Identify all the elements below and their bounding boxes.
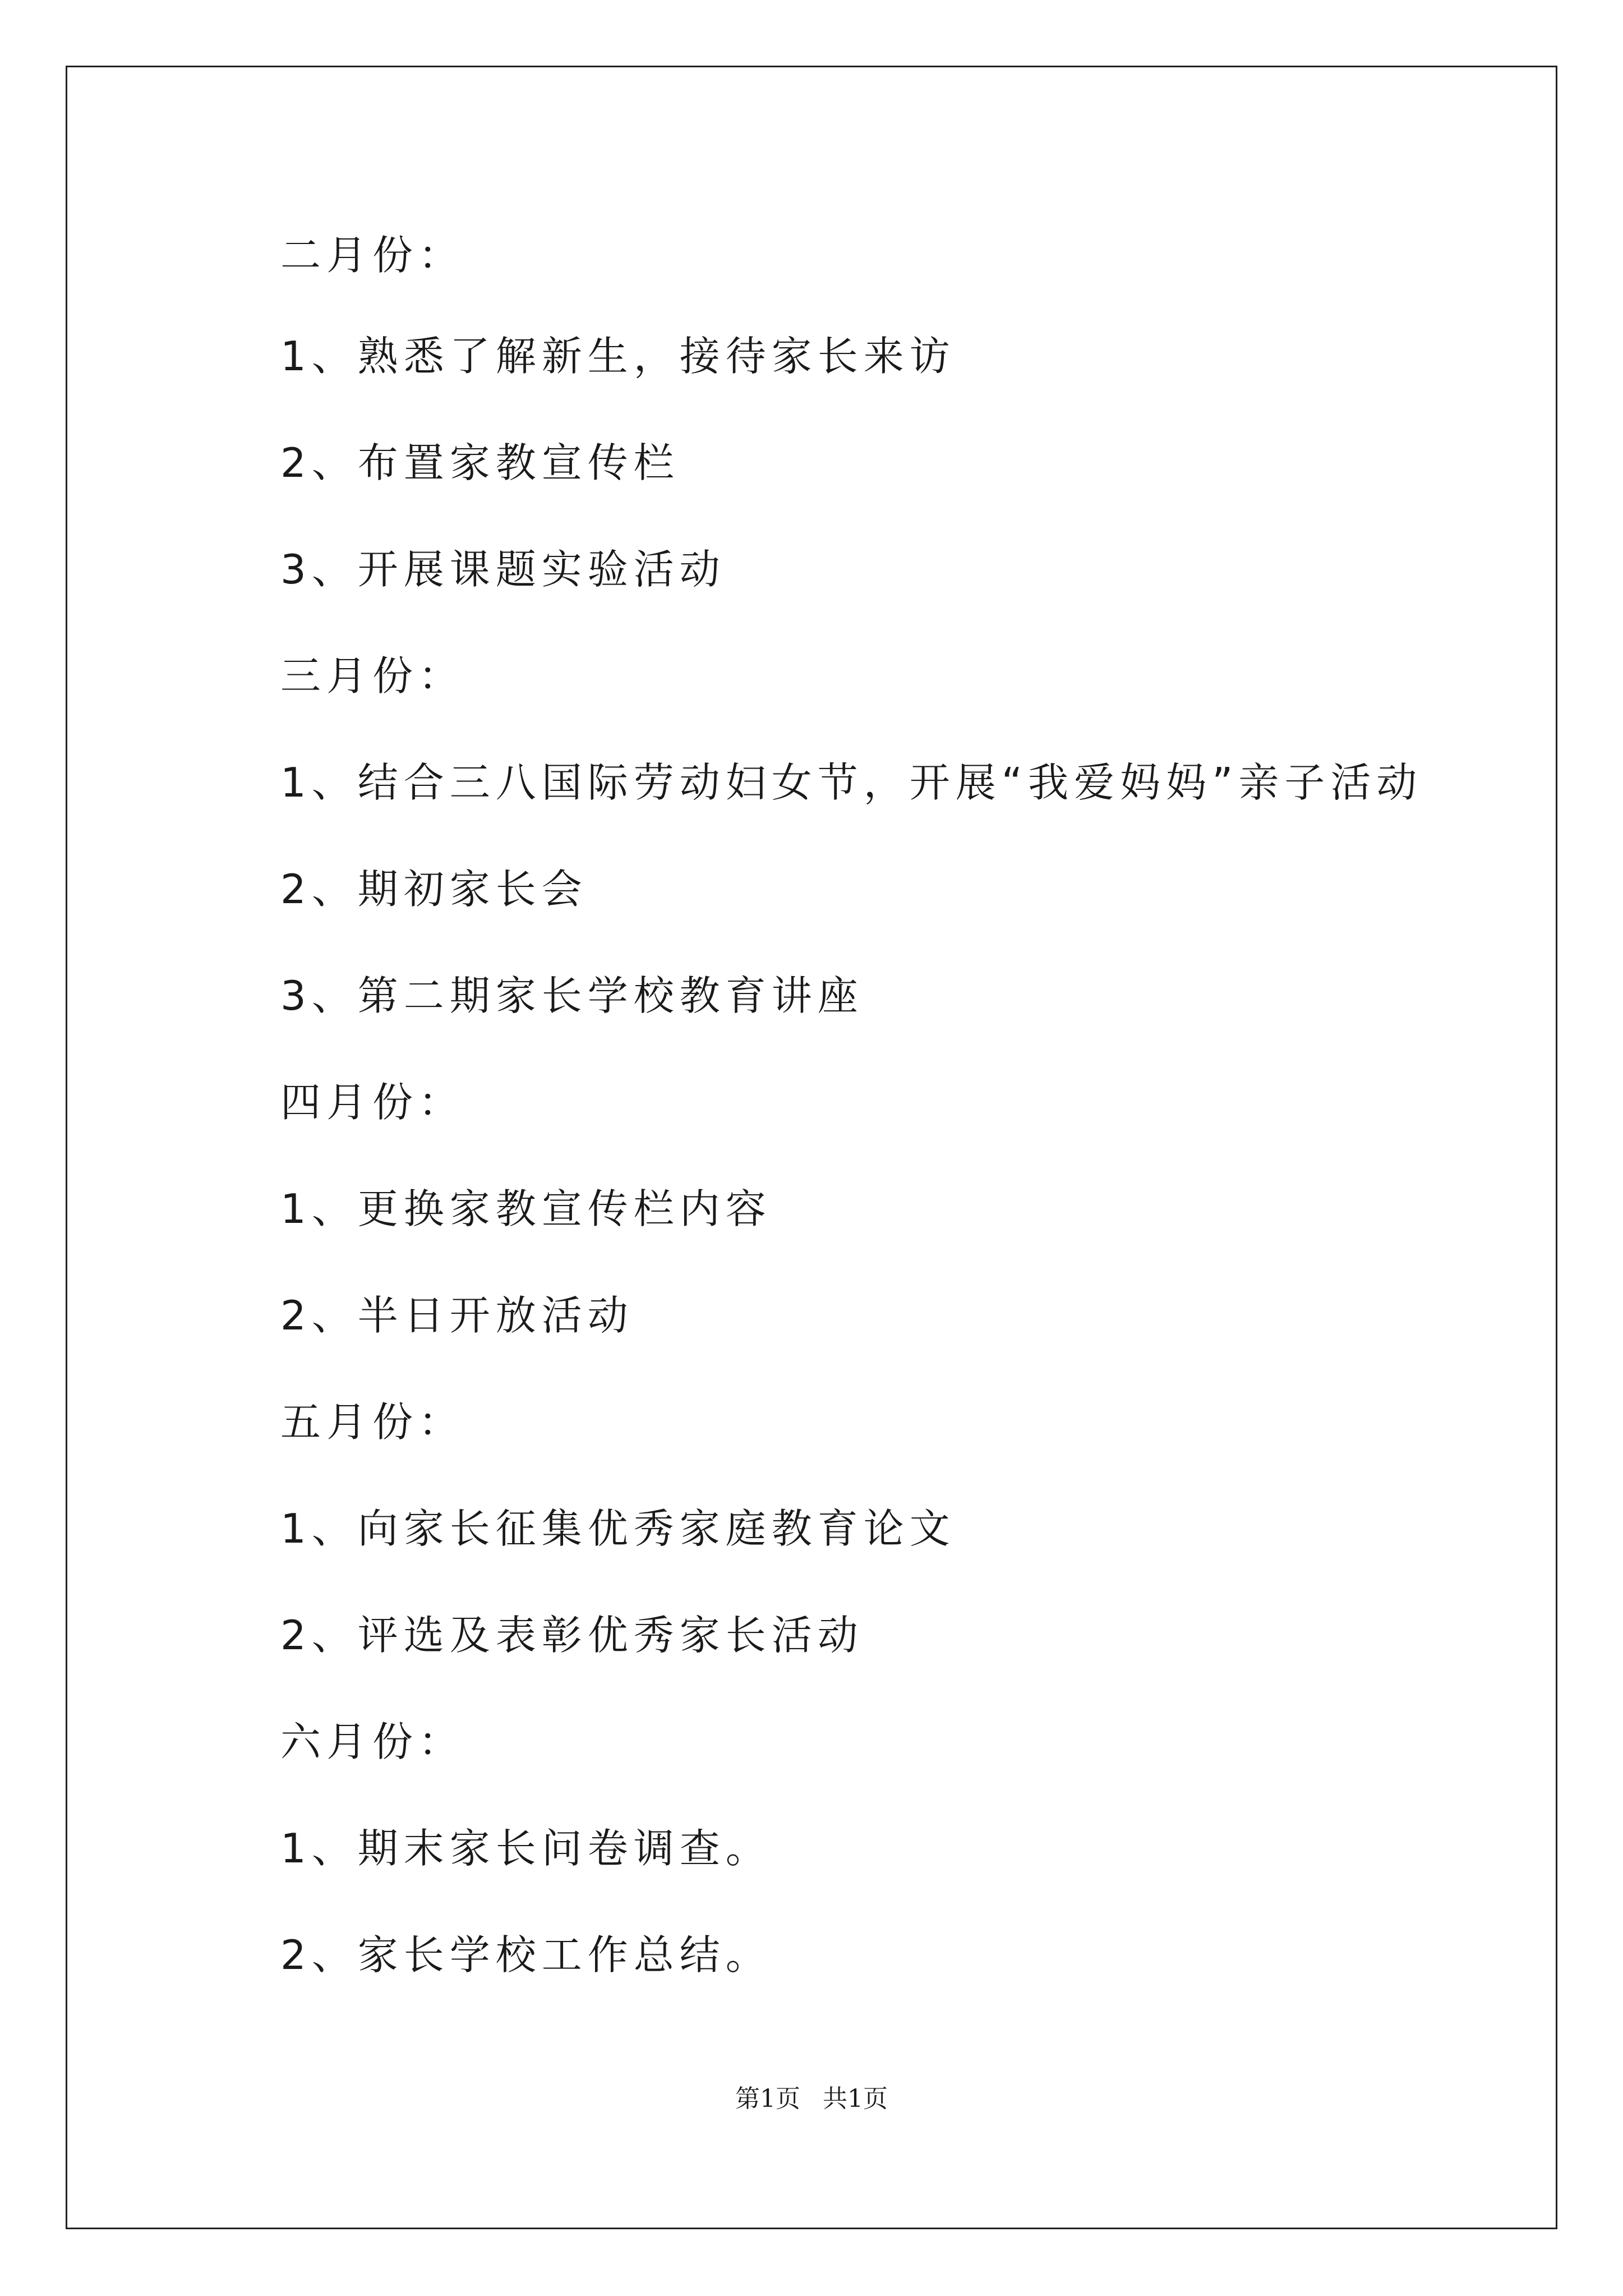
month-heading: 三月份： (280, 652, 465, 700)
month-heading: 二月份： (280, 232, 465, 279)
list-item: 3、开展课题实验活动 (280, 546, 726, 593)
month-heading: 四月份： (280, 1079, 465, 1126)
list-item: 2、家长学校工作总结。 (280, 1931, 772, 1978)
list-item: 1、熟悉了解新生，接待家长来访 (280, 333, 956, 380)
list-item: 1、更换家教宣传栏内容 (280, 1185, 772, 1232)
month-heading: 六月份： (280, 1718, 465, 1765)
page-border (66, 66, 1557, 2229)
page-footer (0, 2082, 1623, 2116)
month-heading: 五月份： (280, 1398, 465, 1446)
list-item: 1、结合三八国际劳动妇女节，开展“我爱妈妈”亲子活动 (280, 759, 1423, 806)
page-number: 第1页 (735, 2085, 800, 2113)
list-item: 2、期初家长会 (280, 866, 588, 913)
list-item: 2、布置家教宣传栏 (280, 439, 680, 486)
page-total: 共1页 (823, 2085, 888, 2113)
list-item: 1、期末家长问卷调查。 (280, 1825, 772, 1872)
list-item: 3、第二期家长学校教育讲座 (280, 972, 864, 1019)
list-item: 2、评选及表彰优秀家长活动 (280, 1612, 864, 1659)
list-item: 1、向家长征集优秀家庭教育论文 (280, 1505, 956, 1552)
list-item: 2、半日开放活动 (280, 1292, 634, 1339)
